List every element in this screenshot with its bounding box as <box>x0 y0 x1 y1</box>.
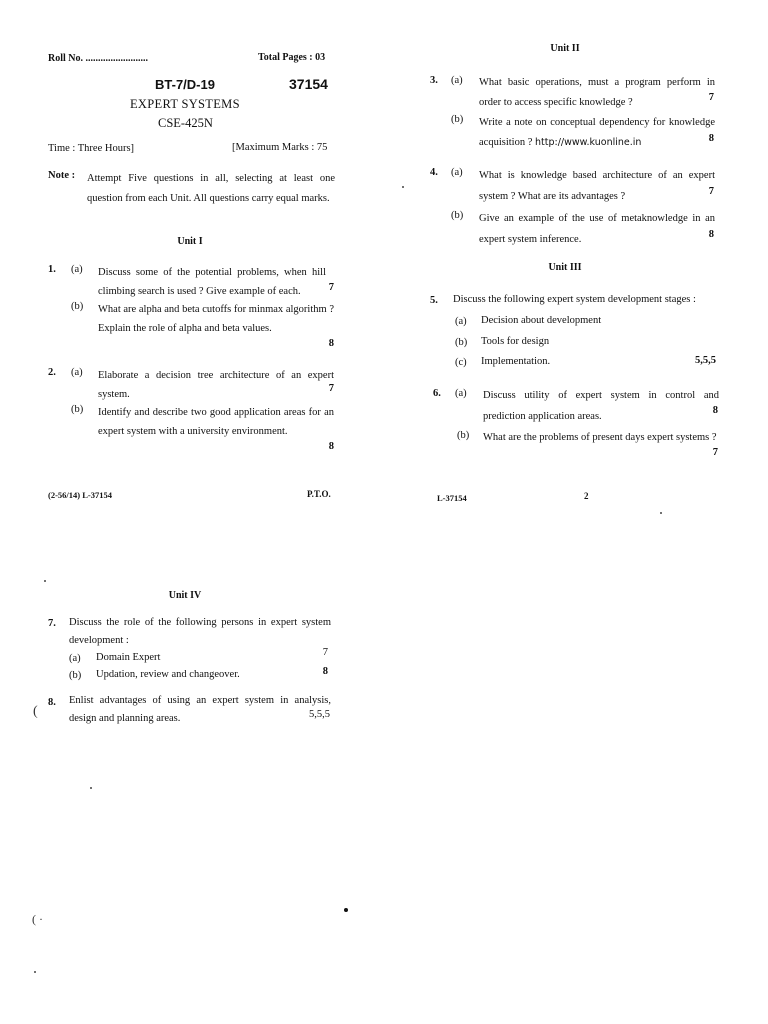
question-4a-marks: 7 <box>708 186 714 197</box>
scan-speck <box>660 512 662 514</box>
question-1a-label: (a) <box>71 264 83 275</box>
question-5c-label: (c) <box>455 357 467 368</box>
question-3b-marks: 8 <box>708 133 714 144</box>
question-5a-label: (a) <box>455 316 467 327</box>
question-7a-marks: 7 <box>322 647 328 658</box>
question-4b-text: Give an example of the use of metaknowledge in an expert system inference. <box>479 213 715 245</box>
question-5b-label: (b) <box>455 337 468 348</box>
roll-number: Roll No. ......................... <box>48 53 148 64</box>
question-2b-text: Identify and describe two good application areas for an expert system with a university environment. <box>98 407 334 437</box>
scan-speck <box>44 580 46 582</box>
question-6b-marks: 7 <box>712 447 718 458</box>
question-3a-marks: 7 <box>708 92 714 103</box>
footer-pto: P.T.O. <box>307 489 331 499</box>
scan-mark: ( · <box>32 912 43 926</box>
scan-mark: ( <box>33 704 38 719</box>
scan-speck <box>34 971 36 973</box>
question-5-number: 5. <box>430 295 438 306</box>
question-4-number: 4. <box>430 167 438 178</box>
question-3b-text <box>479 113 715 153</box>
question-7b-marks: 8 <box>322 666 328 677</box>
question-5c-text: Implementation. <box>481 356 551 367</box>
course-code: CSE-425N <box>158 116 213 130</box>
scan-speck <box>90 787 92 789</box>
footer-right-code: L-37154 <box>437 493 467 503</box>
question-8-number: 8. <box>48 697 56 708</box>
question-7b-text: Updation, review and changeover. <box>96 669 240 680</box>
question-4a-text: What is knowledge based architecture of an expert system ? What are its advantages ? <box>479 170 715 202</box>
paper-number: 37154 <box>289 76 328 92</box>
question-1b-text: What are alpha and beta cutoffs for minmax algorithm ? Explain the role of alpha and beta values. <box>98 304 334 334</box>
exam-time: Time : Three Hours] <box>48 143 135 154</box>
question-6a-marks: 8 <box>712 405 718 416</box>
question-6b-text: What are the problems of present days expert systems ? <box>483 432 717 443</box>
page-number: 2 <box>584 491 589 501</box>
question-3a-text: What basic operations, must a program perform in order to access specific knowledge ? <box>479 77 715 108</box>
question-3b-url: http://www.kuonline.in <box>535 137 642 148</box>
unit-2-title: Unit II <box>550 43 580 54</box>
question-7a-label: (a) <box>69 653 81 664</box>
scan-speck <box>344 908 348 912</box>
question-2-number: 2. <box>48 367 56 378</box>
footer-left-code: (2-56/14) L-37154 <box>48 490 112 500</box>
question-4b-label: (b) <box>451 210 464 221</box>
question-5-marks: 5,5,5 <box>695 355 716 366</box>
question-2a-marks: 7 <box>328 383 334 394</box>
question-7-number: 7. <box>48 618 56 629</box>
unit-1-title: Unit I <box>177 236 203 247</box>
question-1b-label: (b) <box>71 301 84 312</box>
note-label: Note : <box>48 170 76 181</box>
subject-title: EXPERT SYSTEMS <box>130 97 240 111</box>
unit-3-title: Unit III <box>548 262 582 273</box>
question-2a-label: (a) <box>71 367 83 378</box>
maximum-marks: [Maximum Marks : 75 <box>232 142 328 153</box>
question-6-number: 6. <box>433 388 441 399</box>
total-pages: Total Pages : 03 <box>258 52 326 63</box>
question-3a-label: (a) <box>451 75 463 86</box>
question-6b-label: (b) <box>457 430 470 441</box>
question-2b-label: (b) <box>71 404 84 415</box>
question-7a-text: Domain Expert <box>96 652 161 663</box>
question-7-text: Discuss the role of the following persons in expert system development : <box>69 617 331 646</box>
question-6a-label: (a) <box>455 388 467 399</box>
scan-speck <box>402 186 404 188</box>
question-1-number: 1. <box>48 264 56 275</box>
question-4b-marks: 8 <box>708 229 714 240</box>
paper-code: BT-7/D-19 <box>155 77 215 92</box>
question-8-marks: 5,5,5 <box>309 709 330 720</box>
question-5b-text: Tools for design <box>481 336 550 347</box>
question-3b-question: Write a note on conceptual dependency for knowledge acquisition ? <box>479 117 715 148</box>
question-1a-text: Discuss some of the potential problems, when hill climbing search is used ? Give example of each. <box>98 267 326 297</box>
question-6a-text: Discuss utility of expert system in control and prediction application areas. <box>483 390 719 422</box>
question-1a-marks: 7 <box>328 282 334 293</box>
question-4a-label: (a) <box>451 167 463 178</box>
question-2a-text: Elaborate a decision tree architecture of an expert system. <box>98 370 334 400</box>
question-7b-label: (b) <box>69 670 82 681</box>
question-5a-text: Decision about development <box>481 315 602 326</box>
note-text: Attempt Five questions in all, selecting at least one question from each Unit. All questions carry equal marks. <box>87 173 335 204</box>
question-2b-marks: 8 <box>328 441 334 452</box>
question-1b-marks: 8 <box>328 338 334 349</box>
question-3-number: 3. <box>430 75 438 86</box>
question-8-text: Enlist advantages of using an expert system in analysis, design and planning areas. <box>69 695 331 724</box>
question-3b-label: (b) <box>451 114 464 125</box>
question-5-text: Discuss the following expert system development stages : <box>453 294 696 305</box>
unit-4-title: Unit IV <box>168 590 202 601</box>
